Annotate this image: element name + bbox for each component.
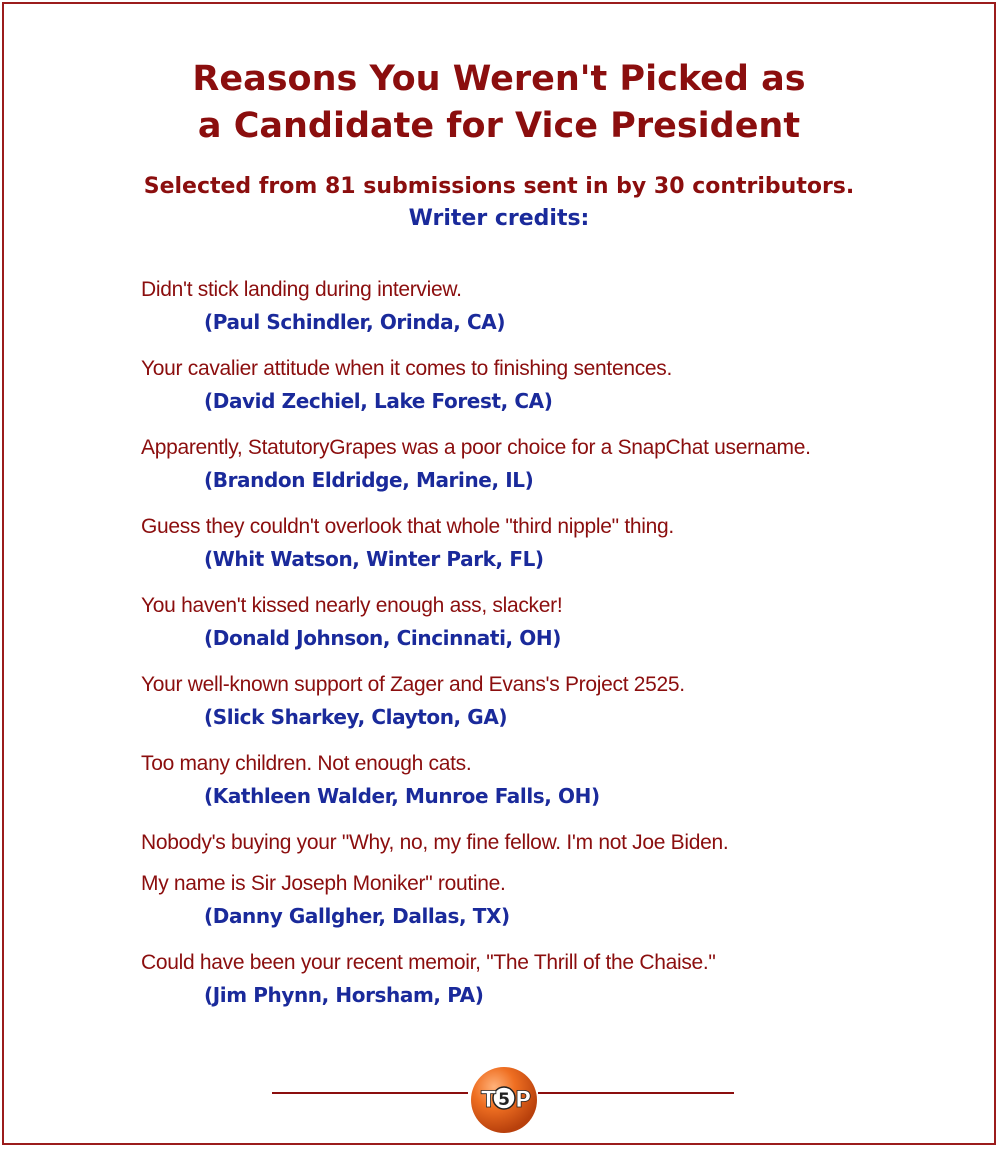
writer-credit: (Slick Sharkey, Clayton, GA) (204, 705, 508, 729)
logo-letter-p: P (515, 1088, 532, 1113)
writer-credits-label: Writer credits: (408, 206, 590, 231)
joke-text: Apparently, StatutoryGrapes was a poor choice for a SnapChat username. (141, 436, 811, 459)
title-line-2: a Candidate for Vice President (197, 106, 801, 146)
logo-number: 5 (498, 1090, 510, 1110)
title-line-1: Reasons You Weren't Picked as (192, 59, 806, 99)
list-item (141, 947, 961, 1011)
writer-credit: (Donald Johnson, Cincinnati, OH) (204, 626, 561, 650)
submissions-subtitle: Selected from 81 submissions sent in by 30 contributors. (143, 174, 855, 199)
entries-list (141, 274, 961, 1026)
writer-credit: (Danny Gallgher, Dallas, TX) (204, 904, 510, 928)
page-title (4, 56, 994, 150)
divider-left (272, 1092, 468, 1094)
writer-credit: (Whit Watson, Winter Park, FL) (204, 547, 544, 571)
writer-credit: (Jim Phynn, Horsham, PA) (204, 983, 484, 1007)
logo-letter-t: T (481, 1088, 497, 1113)
list-item (141, 590, 961, 654)
joke-text: Nobody's buying your "Why, no, my fine fellow. I'm not Joe Biden. My name is Sir Joseph Moniker" routine. (141, 831, 729, 895)
joke-text: You haven't kissed nearly enough ass, slacker! (141, 594, 563, 617)
writer-credit: (Brandon Eldridge, Marine, IL) (204, 468, 534, 492)
writer-credit: (David Zechiel, Lake Forest, CA) (204, 389, 553, 413)
list-item (141, 827, 961, 932)
list-item (141, 353, 961, 417)
joke-text: Guess they couldn't overlook that whole "third nipple" thing. (141, 515, 674, 538)
list-item (141, 511, 961, 575)
page-frame (2, 2, 996, 1145)
list-item (141, 669, 961, 733)
list-item (141, 748, 961, 812)
list-item (141, 432, 961, 496)
joke-text: Could have been your recent memoir, "The Thrill of the Chaise." (141, 951, 716, 974)
writer-credit: (Paul Schindler, Orinda, CA) (204, 310, 506, 334)
divider-right (538, 1092, 734, 1094)
writer-credit: (Kathleen Walder, Munroe Falls, OH) (204, 784, 600, 808)
joke-text: Didn't stick landing during interview. (141, 278, 462, 301)
list-item (141, 274, 961, 338)
joke-text: Your cavalier attitude when it comes to finishing sentences. (141, 357, 673, 380)
joke-text: Too many children. Not enough cats. (141, 752, 472, 775)
joke-text: Your well-known support of Zager and Evans's Project 2525. (141, 673, 685, 696)
top5-logo (469, 1065, 539, 1135)
